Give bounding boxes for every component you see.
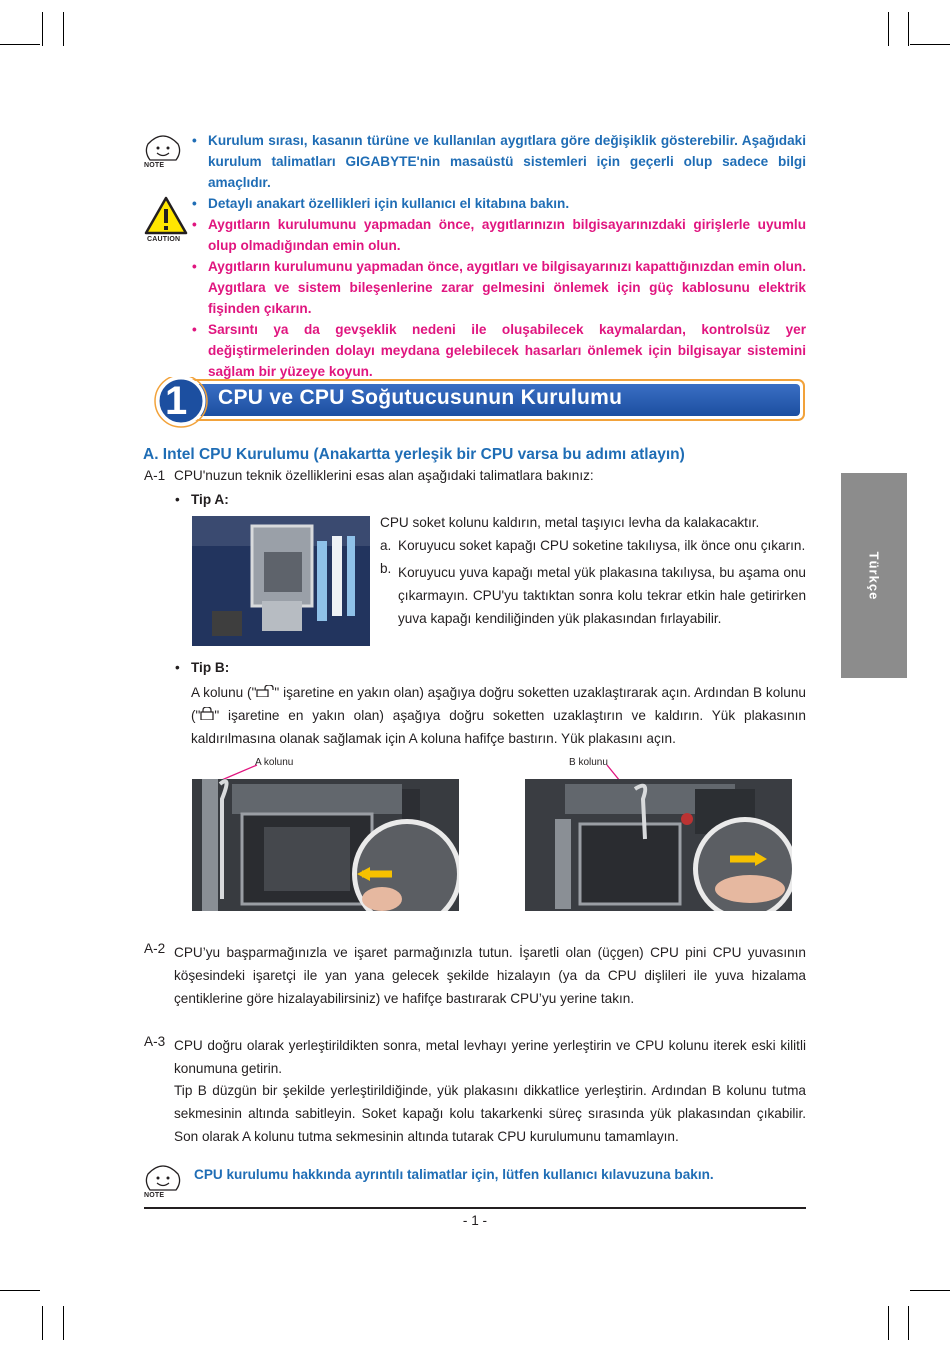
tip-b-text-2: " işaretine en yakın olan) aşağıya doğru soketten uzaklaştırarak açın. Ardından B kolunu (" xyxy=(191,685,806,723)
tip-a-intro: CPU soket kolunu kaldırın, metal taşıyıcı levha da kalakacaktır. xyxy=(380,515,760,530)
section-a-title: A. Intel CPU Kurulumu (Anakartta yerleşik bir CPU varsa bu adımı atlayın) xyxy=(143,446,685,463)
crop-mark xyxy=(63,12,64,46)
note-icon xyxy=(140,130,186,174)
crop-mark xyxy=(888,12,889,46)
lock-icon xyxy=(200,707,214,720)
a1-text: CPU'nuzun teknik özelliklerini esas alan aşağıdaki talimatlara bakınız: xyxy=(174,468,594,483)
a3-text-1: CPU doğru olarak yerleştirildikten sonra, metal levhayı yerine yerleştirin ve CPU kolunu iterek eski kilitli konumuna getirin. xyxy=(174,1038,806,1076)
tip-a-item-a: Koruyucu soket kapağı CPU soketine takılıysa, ilk önce onu çıkarın. xyxy=(398,538,806,553)
tip-b-text-1: A kolunu (" xyxy=(191,685,257,700)
crop-mark xyxy=(910,1290,950,1291)
lever-b-photo xyxy=(525,779,792,911)
tip-a-item-b-label: b. xyxy=(380,561,392,576)
a3-text-2: Tip B düzgün bir şekilde yerleştirildiğinde, yük plakasını dikkatlice yerleştirin. Ardından B kolunu tutma sekmesinin altında sabitleyin. Soket kapağı kolu takarkenki süreç sırasında yük plakasından çıkabilir. Son olarak A kolunu tutma sekmesinin altında tutarak CPU kurulumunu tamamlayın. xyxy=(174,1083,806,1144)
step-header xyxy=(150,368,806,449)
a2-label: A-2 xyxy=(144,941,166,956)
tip-a-item-a-label: a. xyxy=(380,538,392,553)
step-badge: Adım xyxy=(171,368,196,379)
bullet-icon: • xyxy=(175,492,180,507)
note-item: • Kurulum sırası, kasanın türüne ve kullanılan aygıtlara göre değişiklik gösterebilir. Aşağıdaki kurulum talimatları GIGABYTE'nin masaüstü sistemleri için geçerli olup sadece bilgi amaçlıdır. xyxy=(190,130,806,193)
language-tab xyxy=(841,473,907,678)
lever-a-photo xyxy=(192,779,459,911)
callout-a-label: A kolunu xyxy=(255,757,294,768)
crop-mark xyxy=(888,1306,889,1340)
tip-b-title: Tip B: xyxy=(191,660,230,675)
caution-item: • Sarsıntı ya da gevşeklik nedeni ile oluşabilecek kaymalardan, kontrolsüz yer değiştirmelerinden dolayı meydana gelebilecek hasarları önlemek için bilgisayar sistemini sağlam bir yüzeye koyun. xyxy=(190,319,806,382)
tip-a-item-b: Koruyucu yuva kapağı metal yük plakasına takılıysa, bu aşama onu çıkarmayın. CPU'yu taktıktan sonra kolu tekrar etkin hale getirirken yuva kapağı kendiliğinden yük plakasından fırlayabilir. xyxy=(398,565,806,626)
callout-b-label: B kolunu xyxy=(569,757,608,768)
step-number: 1 xyxy=(165,379,188,423)
note-icon-label: NOTE xyxy=(144,1192,165,1199)
language-tab-label: Türkçe xyxy=(866,551,882,600)
footer-rule xyxy=(144,1207,806,1209)
step-title: CPU ve CPU Soğutucusunun Kurulumu xyxy=(218,386,623,409)
tip-a-title: Tip A: xyxy=(191,492,229,507)
crop-mark xyxy=(910,44,950,45)
crop-mark xyxy=(63,1306,64,1340)
tip-a-photo xyxy=(192,516,370,646)
a3-label: A-3 xyxy=(144,1034,166,1049)
crop-mark xyxy=(908,1306,909,1340)
note-icon xyxy=(140,1160,186,1204)
caution-item: • Aygıtların kurulumunu yapmadan önce, aygıtlarınızın bilgisayarınızdaki girişlerle uyumlu olup olmadığından emin olun. xyxy=(190,214,806,256)
caution-item: • Aygıtların kurulumunu yapmadan önce, aygıtları ve bilgisayarınızı kapattığınızdan emin olun. Aygıtlara ve sistem bileşenlerine zarar gelmesini önlemek için güç kablosunu elektrik fişinden çıkarın. xyxy=(190,256,806,319)
note-item: • Detaylı anakart özellikleri için kullanıcı el kitabına bakın. xyxy=(190,193,806,214)
a1-label: A-1 xyxy=(144,468,166,483)
crop-mark xyxy=(0,44,40,45)
tip-b-text xyxy=(191,681,806,750)
bullet-icon: • xyxy=(175,660,180,675)
page-number: - 1 - xyxy=(462,1213,488,1228)
caution-icon-label: CAUTION xyxy=(147,236,181,243)
crop-mark xyxy=(42,1306,43,1340)
bottom-note-text: CPU kurulumu hakkında ayrıntılı talimatlar için, lütfen kullanıcı kılavuzuna bakın. xyxy=(194,1167,714,1182)
crop-mark xyxy=(908,12,909,46)
crop-mark xyxy=(42,12,43,46)
caution-icon xyxy=(143,196,189,246)
unlock-icon xyxy=(256,685,274,697)
note-icon-label: NOTE xyxy=(144,162,165,169)
a2-text: CPU’yu başparmağınızla ve işaret parmağınızla tutun. İşaretli olan (üçgen) CPU pini CPU yuvasının köşesindeki işaretçi ile yan yana gelecek şekilde hizalayın (ya da CPU dişlileri ile yuva hizalama çentiklerine göre hizalayabilirsiniz) ve hafifçe bastırarak CPU’yu yerine takın. xyxy=(174,945,806,1006)
notes-list xyxy=(190,130,806,382)
tip-b-text-3: " işaretine en yakın olan) aşağıya doğru soketten uzaklaştırın ve kaldırın. Yük plakasının kaldırılmasına olanak sağlamak için A koluna hafifçe bastırın. Yük plakasını açın. xyxy=(191,708,806,746)
crop-mark xyxy=(0,1290,40,1291)
